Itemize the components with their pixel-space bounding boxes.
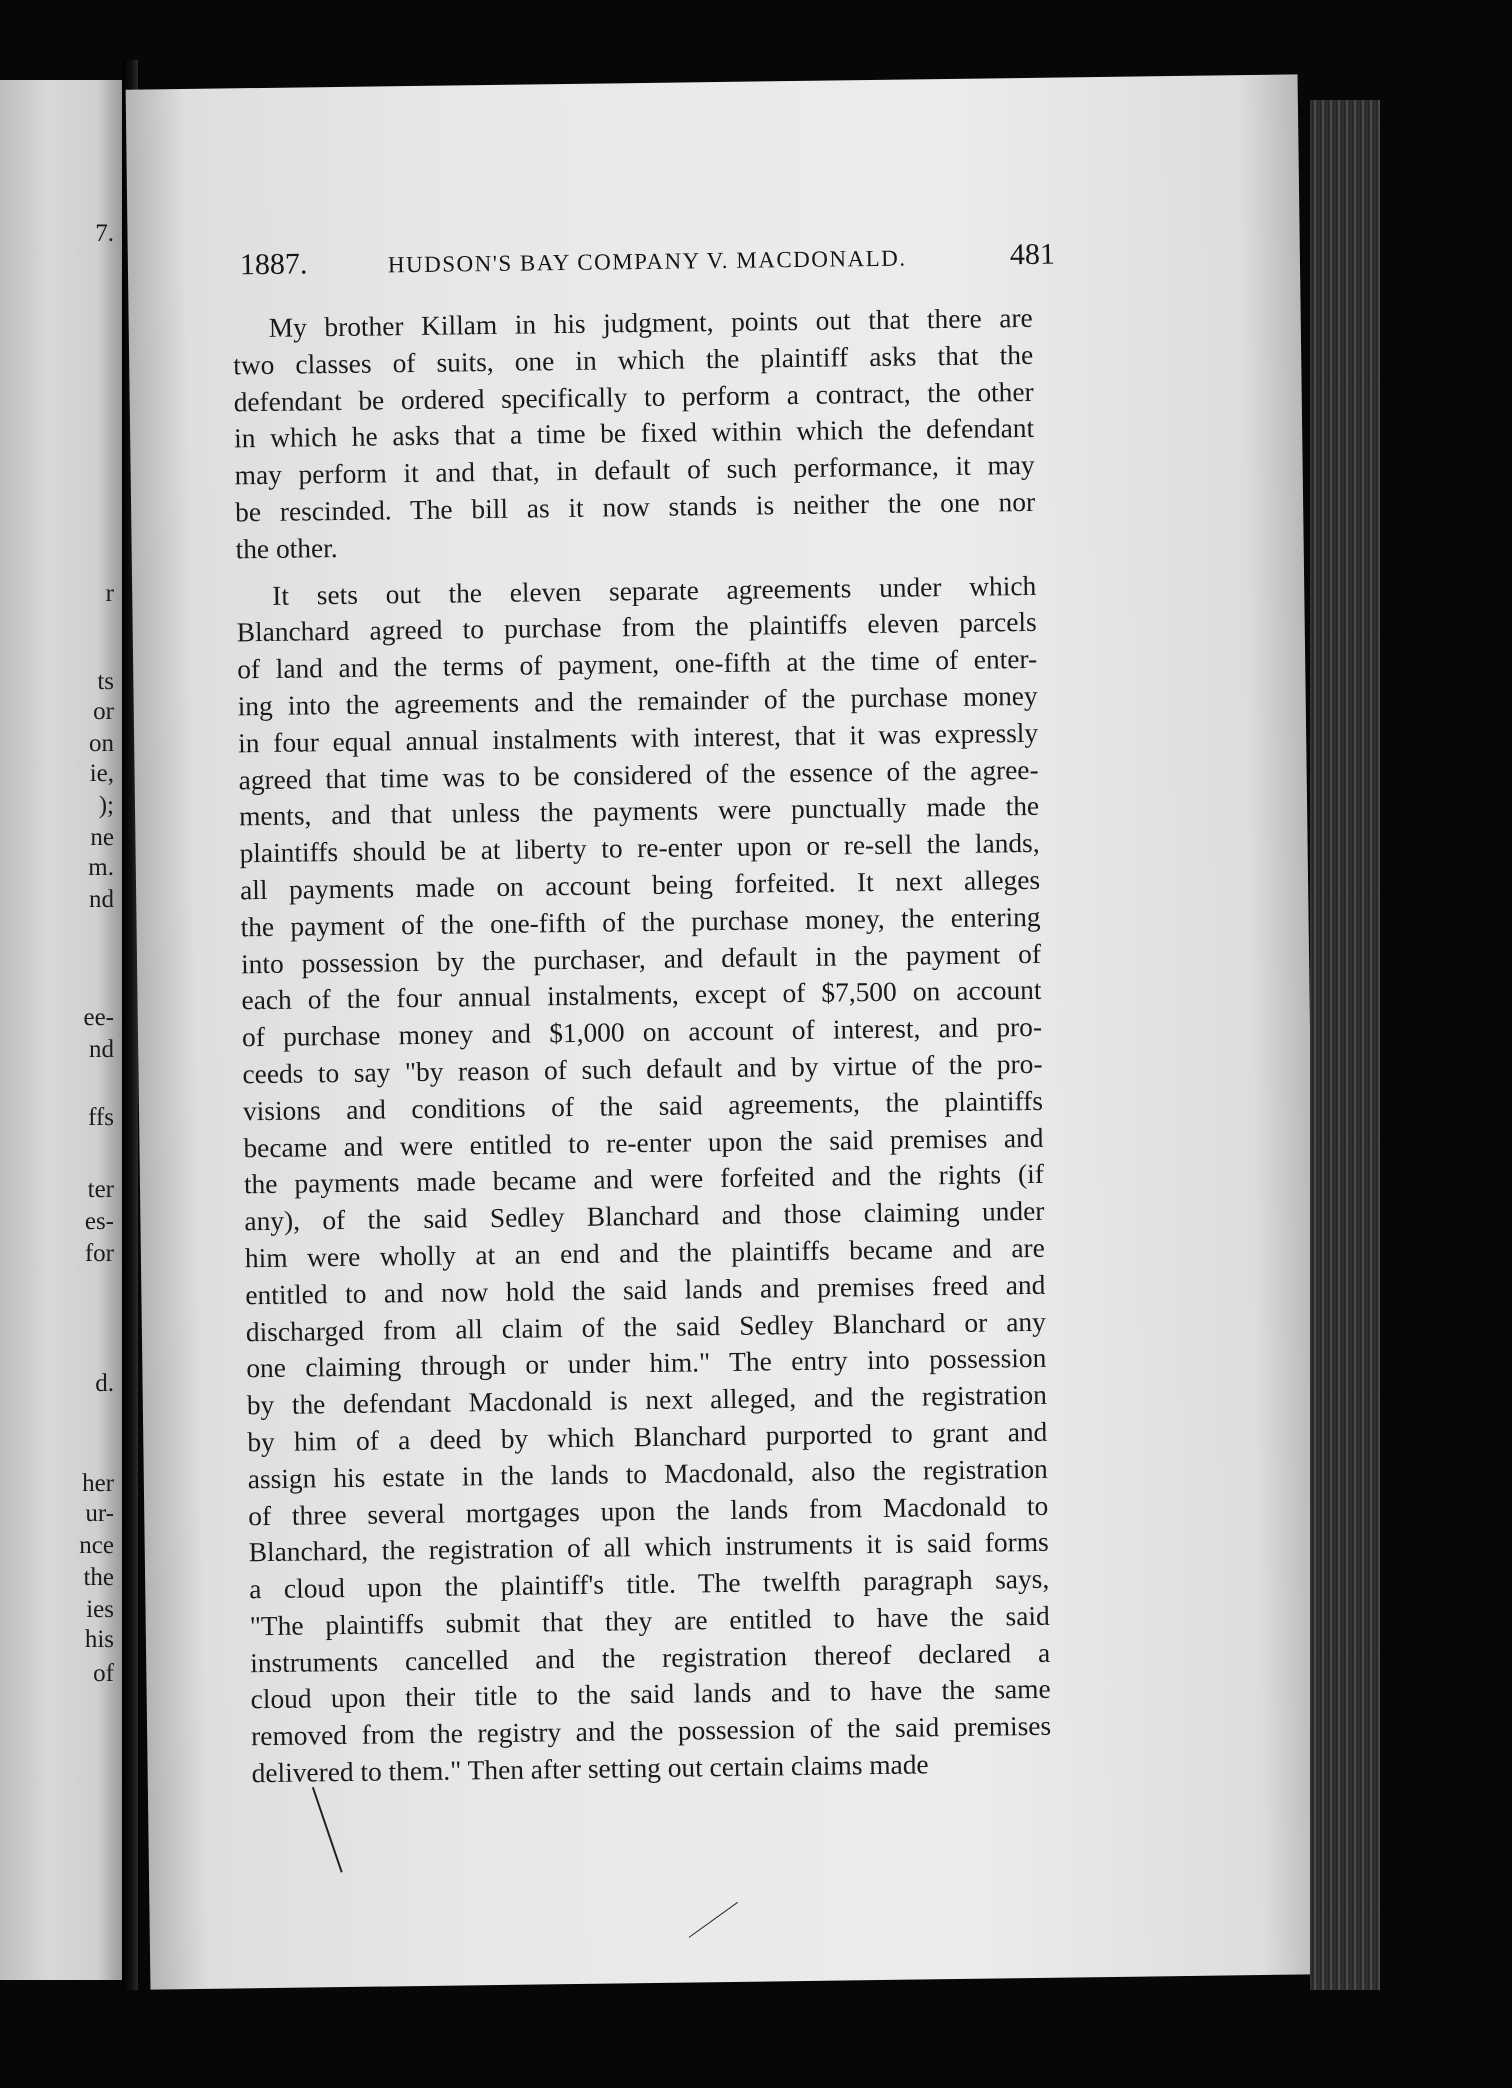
text-line: visions and conditions of the said agreements, the plaintiffs [242, 1085, 1044, 1127]
text-line: plaintiffs should be at liberty to re-enter upon or re-sell the lands, [239, 828, 1040, 869]
left-page-fragment: of [93, 1660, 114, 1687]
left-page-fragment: d. [95, 1370, 114, 1397]
left-page-fragment: ee- [83, 1004, 114, 1031]
left-page-fragment: his [84, 1626, 114, 1653]
left-page-fragment: ies [86, 1596, 114, 1623]
left-page-fragment: ffs [88, 1104, 114, 1131]
text-line: removed from the registry and the possession of the said premises [250, 1711, 1052, 1752]
text-line: ceeds to say "by reason of such default and by virtue of the pro- [242, 1048, 1043, 1090]
text-line: entitled to and now hold the said lands and premises freed and [245, 1269, 1046, 1311]
page-number: 481 [1009, 237, 1056, 272]
text-line: of land and the terms of payment, one-fifth at the time of enter- [237, 644, 1038, 685]
text-line: agreed that time was to be considered of the essence of the agree- [238, 754, 1039, 795]
left-page-fragment: ne [90, 824, 114, 851]
paragraph-2 [236, 567, 1052, 1792]
text-line: delivered to them." Then after setting out certain claims made [251, 1749, 929, 1789]
text-line: cloud upon their title to the said lands and to have the same [250, 1674, 1051, 1715]
text-line: discharged from all claim of the said Sedley Blanchard or any [245, 1306, 1047, 1347]
text-line: the other. [235, 532, 338, 565]
text-line: a cloud upon the plaintiff's title. The twelfth paragraph says, [249, 1563, 1050, 1605]
text-line: the payments made became and were forfeited and the rights (if [243, 1159, 1045, 1200]
left-page-fragment: es- [84, 1208, 114, 1235]
pen-mark [312, 1787, 343, 1873]
text-line: him were wholly at an end and the plaintiffs became and are [244, 1232, 1046, 1274]
text-line: by the defendant Macdonald is next alleged, and the registration [246, 1379, 1047, 1421]
text-line: any), of the said Sedley Blanchard and those claiming under [244, 1195, 1045, 1237]
left-page-fragment: 7. [95, 220, 114, 247]
text-line: ing into the agreements and the remainder of the purchase money [237, 680, 1038, 722]
text-line: ments, and that unless the payments were punctually made the [238, 791, 1040, 832]
text-line: of three several mortgages upon the lands from Macdonald to [248, 1490, 1049, 1531]
text-line: into possession by the purchaser, and default in the payment of [240, 938, 1042, 979]
text-line: two classes of suits, one in which the plaintiff asks that the [233, 339, 1034, 381]
text-line: all payments made on account being forfeited. It next alleges [239, 864, 1041, 906]
left-page-fragment: nd [89, 1036, 114, 1063]
text-line: each of the four annual instalments, except of $7,500 on account [241, 975, 1042, 1016]
text-line: instruments cancelled and the registration thereof declared a [250, 1637, 1051, 1678]
left-page-fragment: r [105, 580, 114, 607]
left-page-fragment: nd [89, 886, 114, 913]
left-page-fragment: nce [79, 1532, 114, 1559]
running-header [239, 237, 1056, 298]
header-title: HUDSON'S BAY COMPANY V. MACDONALD. [387, 245, 907, 278]
text-line: became and were entitled to re-enter upon the said premises and [243, 1122, 1044, 1163]
paragraph-1 [233, 300, 1036, 568]
text-line: by him of a deed by which Blanchard purported to grant and [247, 1416, 1048, 1458]
left-page-fragment: for [84, 1240, 114, 1267]
text-line: It sets out the eleven separate agreements under which [272, 570, 1037, 611]
previous-page-edge [0, 80, 122, 1980]
text-line: My brother Killam in his judgment, points out that there are [268, 302, 1033, 343]
body-text [233, 300, 1052, 1792]
text-line: the payment of the one-fifth of the purchase money, the entering [240, 901, 1041, 943]
left-page-fragment: ter [87, 1176, 114, 1203]
left-page-fragment: or [93, 698, 114, 725]
left-page-fragment: on [89, 730, 114, 757]
text-line: may perform it and that, in default of such performance, it may [234, 450, 1035, 491]
text-line: be rescinded. The bill as it now stands is neither the one nor [234, 486, 1036, 528]
text-line: in which he asks that a time be fixed within which the defendant [233, 413, 1035, 454]
left-page-fragment: ); [98, 792, 114, 819]
pen-mark [689, 1902, 738, 1938]
text-line: in four equal annual instalments with interest, that it was expressly [237, 717, 1039, 759]
text-line: defendant be ordered specifically to perform a contract, the other [233, 376, 1034, 417]
text-line: Blanchard, the registration of all which instruments it is said forms [248, 1527, 1049, 1568]
text-line: one claiming through or under him." The entry into possession [246, 1343, 1047, 1384]
left-page-fragment: ie, [89, 760, 114, 787]
left-page-fragment: her [82, 1470, 114, 1497]
left-page-fragment: m. [88, 854, 114, 881]
text-line: "The plaintiffs submit that they are entitled to have the said [249, 1600, 1050, 1642]
text-line: of purchase money and $1,000 on account of interest, and pro- [241, 1011, 1043, 1053]
header-year: 1887. [239, 247, 308, 282]
left-page-fragment: ts [97, 668, 114, 695]
left-page-fragment: ur- [85, 1500, 114, 1527]
page-stack-edge [1310, 100, 1380, 1990]
text-line: Blanchard agreed to purchase from the plaintiffs eleven parcels [236, 607, 1037, 648]
left-page-fragment: the [83, 1564, 114, 1591]
book-page [126, 74, 1323, 1989]
text-line: assign his estate in the lands to Macdonald, also the registration [247, 1453, 1048, 1494]
